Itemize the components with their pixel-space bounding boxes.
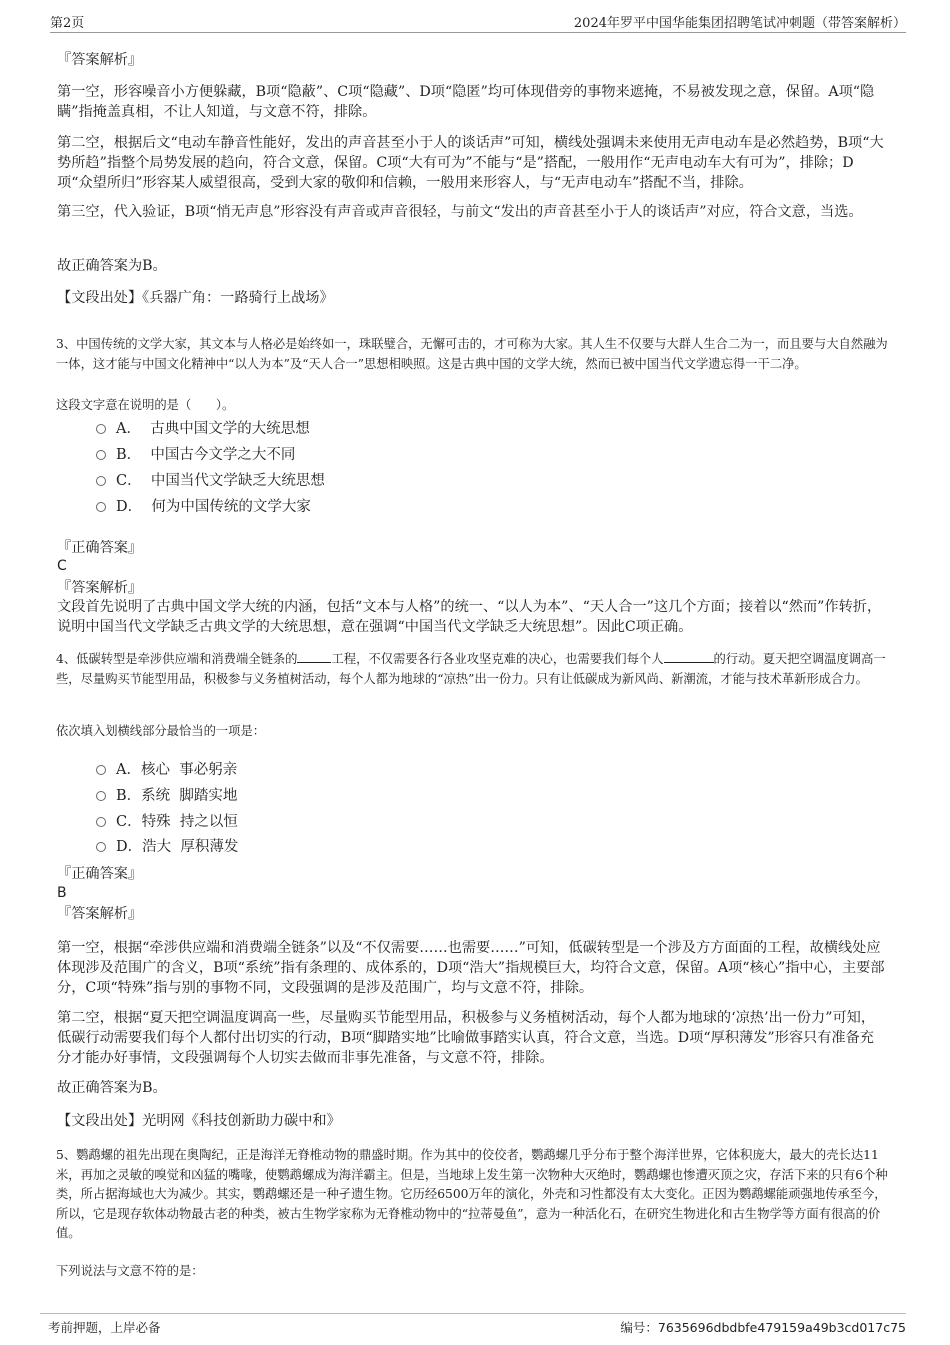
blank-2 <box>664 650 714 663</box>
q3-analysis-label: 『答案解析』 <box>57 580 143 596</box>
q4-stem-part-1: 4、低碳转型是牵涉供应端和消费端全链条的 <box>56 652 298 666</box>
footer-slogan: 考前押题，上岸必备 <box>48 1320 161 1335</box>
option-letter: D． <box>116 839 143 855</box>
q3-stem: 3、中国传统的文学大家，其文本与人格必是始终如一，珠联璧合，无懈可击的，才可称为大家。其人生不仅要与大群人生合二为一，而且要与大自然融为一体，这才能与中国文化精神中“以人为本”及“天人合一”思想相映照。这是古典中国的文学大统，然而已被中国当代文学遗忘得一干二净。 <box>56 337 888 371</box>
q3-option-d[interactable] <box>96 497 311 517</box>
radio-icon[interactable] <box>96 450 106 460</box>
blank-1 <box>297 650 331 663</box>
q4-option-c[interactable] <box>96 812 238 832</box>
q4-stem-part-3: 的行动。夏天把空调温度调高一些，尽量购买节能型用品，积极参与义务植树活动，每个人都为地球的“凉热”出一份力。只有让低碳成为新风尚、新潮流，才能与技术革新形成合力。 <box>56 652 886 686</box>
q3-question: 这段文字意在说明的是（ ）。 <box>56 398 235 412</box>
option-letter: A． <box>116 762 141 778</box>
option-letter: C． <box>116 473 142 489</box>
q5-question: 下列说法与文意不符的是： <box>56 1264 204 1278</box>
q4-analysis-p2: 第二空，根据“夏天把空调温度调高一些，尽量购买节能型用品，积极参与义务植树活动，每个人都为地球的‘凉热’出一份力”可知，低碳行动需要我们每个人都付出切实的行动，B项“脚踏实地”比喻做事踏实认真，符合文意，当选。D项“厚积薄发”形容只有准备充分才能办好事情，文段强调每个人切实去做而非事先准备，与文意不符，排除。 <box>57 1010 876 1066</box>
q3-analysis: 文段首先说明了古典中国文学大统的内涵，包括“文本与人格”的统一、“以人为本”、“天人合一”这几个方面；接着以“然而”作转折，说明中国当代文学缺乏古典文学的大统思想，意在强调“中国当代文学缺乏大统思想”。因此C项正确。 <box>57 599 882 635</box>
q2-analysis-p3: 第三空，代入验证，B项“悄无声息”形容没有声音或声音很轻，与前文“发出的声音甚至小于人的谈话声”对应，符合文意，当选。 <box>57 204 863 220</box>
q3-answer: C <box>57 558 67 574</box>
q3-option-a[interactable] <box>96 419 310 439</box>
option-text: 中国古今文学之大不同 <box>150 447 296 463</box>
q2-analysis-label: 『答案解析』 <box>57 52 143 68</box>
document-title: 2024年罗平中国华能集团招聘笔试冲刺题（带答案解析） <box>573 16 906 31</box>
page-footer <box>40 1313 906 1339</box>
option-text: 浩大 厚积薄发 <box>142 839 239 855</box>
document-code <box>620 1318 906 1336</box>
q4-stem <box>56 650 898 689</box>
q4-option-b[interactable] <box>96 786 237 806</box>
radio-icon[interactable] <box>96 502 106 512</box>
q2-analysis-p1: 第一空，形容噪音小方便躲藏，B项“隐蔽”、C项“隐藏”、D项“隐匿”均可体现借旁的事物来遮掩，不易被发现之意，保留。A项“隐瞒”指掩盖真相，不让人知道，与文意不符，排除。 <box>57 84 875 120</box>
option-letter: B． <box>116 788 142 804</box>
q5-stem: 5、鹦鹉螺的祖先出现在奥陶纪，正是海洋无脊椎动物的鼎盛时期。作为其中的佼佼者，鹦鹉螺几乎分布于整个海洋世界，它体积庞大，最大的壳长达11米，再加之灵敏的嗅觉和凶猛的嘴喙，使鹦鹉螺成为海洋霸主。但是，当地球上发生第一次物种大灭绝时，鹦鹉螺也惨遭灭顶之灾，存活下来的只有6个种类，所占据海域也大为减少。其实，鹦鹉螺还是一种孑遗生物。它历经6500万年的演化，外壳和习性都没有太大变化。正因为鹦鹉螺能顽强地传承至今，所以，它是现存软体动物最古老的种类，被古生物学家称为无脊椎动物中的“拉蒂曼鱼”，意为一种活化石，在研究生物进化和古生物学等方面有很高的价值。 <box>56 1148 888 1240</box>
code-label: 编号： <box>620 1320 658 1335</box>
q4-conclusion: 故正确答案为B。 <box>57 1080 167 1096</box>
option-letter: B． <box>116 447 142 463</box>
option-text: 系统 脚踏实地 <box>141 788 238 804</box>
page-number: 第2页 <box>50 16 85 31</box>
q4-answer-label: 『正确答案』 <box>57 866 143 882</box>
q4-stem-part-2: 工程，不仅需要各行各业攻坚克难的决心，也需要我们每个人 <box>331 652 664 666</box>
q3-option-b[interactable] <box>96 445 295 465</box>
q3-option-c[interactable] <box>96 471 325 491</box>
option-letter: A． <box>116 421 141 437</box>
q4-source: 【文段出处】光明网《科技创新助力碳中和》 <box>57 1113 341 1129</box>
option-text: 中国当代文学缺乏大统思想 <box>150 473 325 489</box>
q4-option-d[interactable] <box>96 837 238 857</box>
code-value: 7635696dbdbfe479159a49b3cd017c75 <box>657 1320 906 1335</box>
radio-icon[interactable] <box>96 424 106 434</box>
radio-icon[interactable] <box>96 842 106 852</box>
q4-question: 依次填入划横线部分最恰当的一项是： <box>56 724 266 738</box>
option-text: 古典中国文学的大统思想 <box>150 421 310 437</box>
q4-analysis-label: 『答案解析』 <box>57 906 143 922</box>
radio-icon[interactable] <box>96 765 106 775</box>
page-header <box>50 12 906 33</box>
q4-option-a[interactable] <box>96 760 237 780</box>
q4-analysis-p1: 第一空，根据“牵涉供应端和消费端全链条”以及“不仅需要……也需要……”可知，低碳转型是一个涉及方方面面的工程，故横线处应体现涉及范围广的含义，B项“系统”指有条理的、成体系的，D项“浩大”指规模巨大，均符合文意，保留。A项“核心”指中心，主要部分，C项“特殊”指与别的事物不同，文段强调的是涉及范围广，均与文意不符，排除。 <box>57 940 885 996</box>
q2-source: 【文段出处】《兵器广角：一路骑行上战场》 <box>57 290 334 306</box>
radio-icon[interactable] <box>96 791 106 801</box>
option-text: 核心 事必躬亲 <box>140 762 238 778</box>
q2-conclusion: 故正确答案为B。 <box>57 258 167 274</box>
option-letter: D． <box>116 499 143 515</box>
q4-answer: B <box>57 885 67 901</box>
radio-icon[interactable] <box>96 476 106 486</box>
option-letter: C． <box>116 814 142 830</box>
option-text: 何为中国传统的文学大家 <box>151 499 311 515</box>
q3-answer-label: 『正确答案』 <box>57 540 143 556</box>
q2-analysis-p2: 第二空，根据后文“电动车静音性能好，发出的声音甚至小于人的谈话声”可知，横线处强调未来使用无声电动车是必然趋势，B项“大势所趋”指整个局势发展的趋向，符合文意，保留。C项“大有可为”不能与“是”搭配，一般用作“无声电动车大有可为”，排除；D项“众望所归”形容某人威望很高，受到大家的敬仰和信赖，一般用来形容人，与“无声电动车”搭配不当，排除。 <box>57 135 884 191</box>
option-text: 特殊 持之以恒 <box>141 814 238 830</box>
radio-icon[interactable] <box>96 817 106 827</box>
